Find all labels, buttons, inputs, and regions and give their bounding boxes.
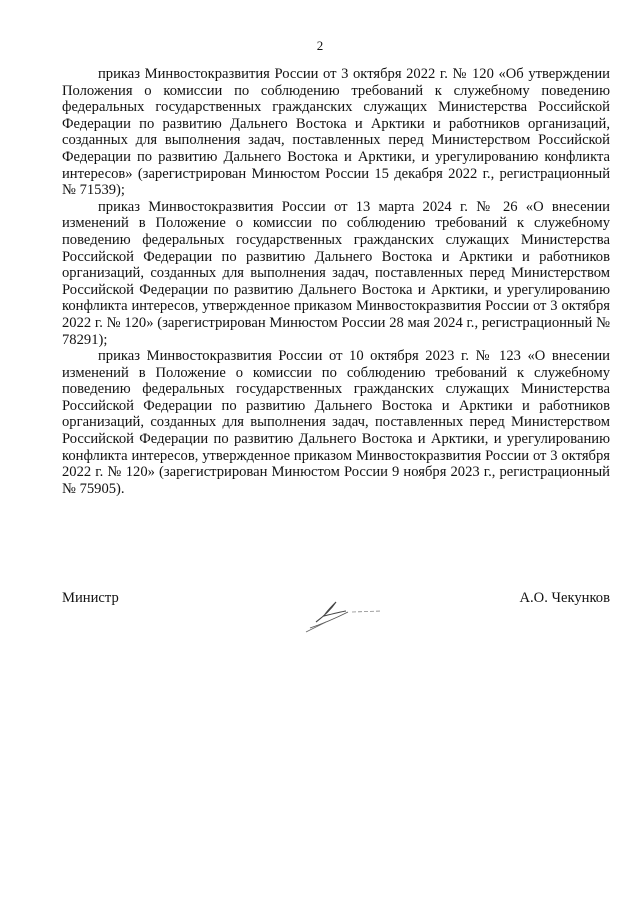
paragraph-order-123: приказ Минвостокразвития России от 10 октября 2023 г. № 123 «О внесении изменений в Положение о комиссии по соблюдению требований к служебному поведению федеральных государственных гражданских служащих Министерства Российской Федерации по развитию Дальнего Востока и Арктики и работников организаций, созданных для выполнения задач, поставленных перед Министерством Российской Федерации по развитию Дальнего Востока и Арктики, и урегулированию конфликта интересов, утвержденное приказом Минвостокразвития России от 3 октября 2022 г. № 120» (зарегистрирован Минюстом России 9 ноября 2023 г., регистрационный № 75905). — [62, 348, 610, 497]
signer-name: А.О. Чекунков — [519, 590, 610, 606]
paragraph-order-120: приказ Минвостокразвития России от 3 октября 2022 г. № 120 «Об утверждении Положения о комиссии по соблюдению требований к служебному поведению федеральных государственных гражданских служащих Министерства Российской Федерации по развитию Дальнего Востока и Арктики и работников организаций, созданных для выполнения задач, поставленных перед Министерством Российской Федерации по развитию Дальнего Востока и Арктики, и урегулированию конфликта интересов» (зарегистрирован Минюстом России 15 декабря 2022 г., регистрационный № 71539); — [62, 66, 610, 199]
document-body — [62, 66, 610, 497]
signer-title: Министр — [62, 590, 119, 606]
paragraph-order-26: приказ Минвостокразвития России от 13 марта 2024 г. № 26 «О внесении изменений в Положение о комиссии по соблюдению требований к служебному поведению федеральных государственных гражданских служащих Министерства Российской Федерации по развитию Дальнего Востока и Арктики и работников организаций, созданных для выполнения задач, поставленных перед Министерством Российской Федерации по развитию Дальнего Востока и Арктики, и урегулированию конфликта интересов, утвержденное приказом Минвостокразвития России от 3 октября 2022 г. № 120» (зарегистрирован Минюстом России 28 мая 2024 г., регистрационный № 78291); — [62, 198, 610, 348]
handwritten-signature — [302, 594, 412, 634]
signature-block — [62, 590, 610, 630]
page-number: 2 — [316, 38, 324, 53]
